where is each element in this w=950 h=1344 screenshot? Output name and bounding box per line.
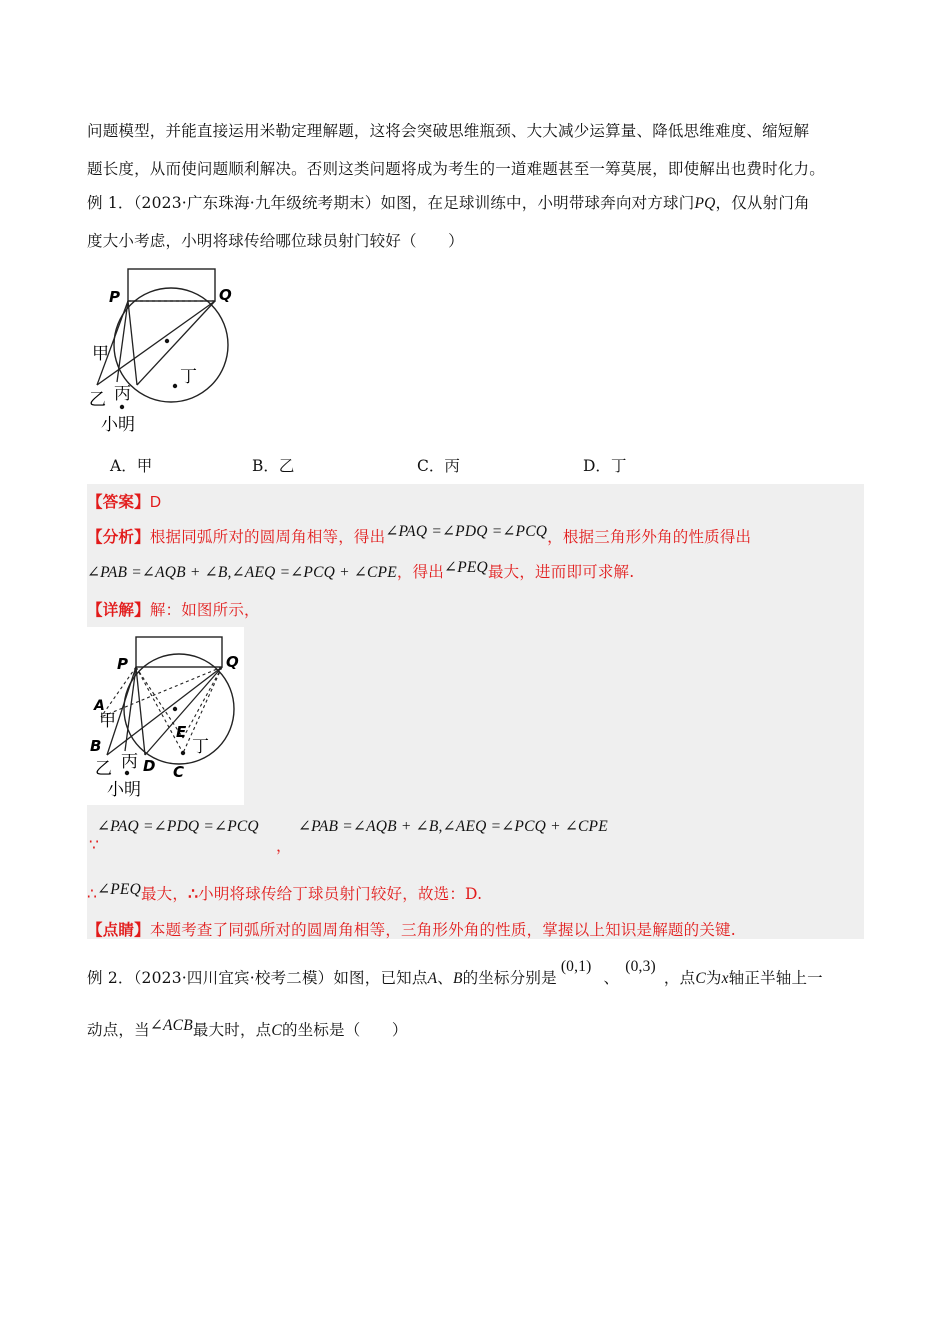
comment-line: 【点睛】本题考查了同弧所对的圆周角相等，三角形外角的性质，掌握以上知识是解题的关键.	[87, 920, 736, 939]
label2-e: E	[176, 723, 187, 741]
analysis-line-1: 【分析】根据同弧所对的圆周角相等，得出∠PAQ =∠PDQ =∠PCQ，根据三角形外角的性质得出	[87, 523, 752, 546]
comment-tag: 【点睛】	[87, 920, 150, 939]
coord-a: (0,1)	[560, 958, 592, 975]
answer-value: D	[149, 494, 162, 511]
example1-source: （2023·广东珠海·九年级统考期末）	[133, 194, 381, 212]
figure-1-soccer-diagram	[87, 262, 247, 442]
label-bing: 丙	[114, 384, 131, 404]
center-point	[165, 339, 169, 343]
line-q-d	[137, 301, 215, 385]
option-d: D．丁	[583, 457, 627, 475]
example1-goal: PQ	[694, 195, 716, 212]
label-yi: 乙	[89, 390, 106, 410]
example2-label: 例 2．	[87, 969, 134, 987]
step-math-2: ∠PAB =∠AQB + ∠B,∠AEQ =∠PCQ + ∠CPE	[298, 818, 608, 835]
intro-line-2: 题长度，从而使问题顺利解决。否则这类问题将成为考生的一道难题甚至一筹莫展，即使解出也费时化力。	[87, 160, 825, 178]
line-p-bing	[117, 301, 128, 382]
analysis-math-2: ∠PAB =∠AQB + ∠B,∠AEQ =∠PCQ + ∠CPE	[87, 564, 397, 581]
analysis-math-3: ∠PEQ	[444, 559, 488, 576]
label2-b: B	[90, 737, 102, 755]
ding-point	[173, 384, 177, 388]
detail-tag: 【详解】	[87, 600, 150, 619]
conc-math: ∠PEQ	[97, 881, 141, 898]
example2-line-2: 动点，当∠ACB最大时，点C的坐标是（ ）	[87, 1017, 408, 1039]
conclusion-line: ∴∠PEQ最大，∴小明将球传给丁球员射门较好，故选：D.	[87, 881, 483, 903]
example1-line-1	[87, 191, 810, 213]
because-comma: ，	[276, 837, 292, 855]
analysis-tag: 【分析】	[87, 527, 150, 546]
example1-line-2: 度大小考虑，小明将球传给哪位球员射门较好（ ）	[87, 232, 464, 250]
label-q: Q	[219, 286, 232, 304]
step-math-1: ∠PAQ =∠PDQ =∠PCQ	[97, 818, 259, 835]
label2-ding: 丁	[192, 737, 209, 757]
analysis-math-1: ∠PAQ =∠PDQ =∠PCQ	[385, 523, 548, 540]
option-b: B．乙	[252, 457, 295, 475]
label2-d: D	[143, 757, 156, 775]
coord-b: (0,3)	[625, 958, 656, 975]
line-p-yi	[97, 301, 128, 385]
because-math-line-2	[298, 817, 608, 836]
line-p-d	[128, 301, 137, 385]
detail-line: 【详解】解：如图所示，	[87, 600, 260, 619]
label2-a: A	[94, 698, 105, 714]
label-p: P	[109, 288, 120, 306]
label2-yi: 乙	[95, 759, 112, 779]
label-jia: 甲	[92, 344, 109, 364]
label-xiaoming: 小明	[101, 415, 135, 435]
option-c: C．丙	[417, 457, 460, 475]
label2-c: C	[173, 763, 185, 781]
because-math-line	[97, 817, 259, 836]
label2-q: Q	[226, 653, 239, 671]
label-ding: 丁	[180, 367, 197, 387]
label2-p: P	[117, 655, 128, 673]
example2-line-1: 例 2．（2023·四川宜宾·校考二模）如图，已知点A、B的坐标分别是(0,1)、(0,3)，点C为x轴正半轴上一	[87, 958, 823, 987]
because-symbol: ∵	[89, 836, 100, 854]
example1-text-a: 如图，在足球训练中，小明带球奔向对方球门	[380, 194, 695, 212]
example1-text-b: ，仅从射门角	[715, 194, 810, 212]
analysis-line-2: ∠PAB =∠AQB + ∠B,∠AEQ =∠PCQ + ∠CPE，得出∠PEQ最大，进而即可求解.	[87, 559, 635, 581]
figure-2-solution-diagram	[87, 627, 244, 805]
label2-xiaoming: 小明	[107, 780, 141, 800]
answer-line	[87, 490, 161, 512]
xiaoming-point	[120, 405, 124, 409]
therefore-symbol: ∴	[87, 885, 98, 903]
label2-bing: 丙	[121, 752, 138, 772]
angle-acb: ∠ACB	[149, 1017, 193, 1034]
intro-line-1: 问题模型，并能直接运用米勒定理解题，这将会突破思维瓶颈、大大减少运算量、降低思维难度、缩短解	[87, 122, 810, 140]
label2-jia: 甲	[99, 711, 116, 731]
answer-tag: 【答案】	[87, 492, 150, 511]
example1-label: 例 1．	[87, 194, 134, 212]
option-a: A．甲	[110, 457, 153, 475]
